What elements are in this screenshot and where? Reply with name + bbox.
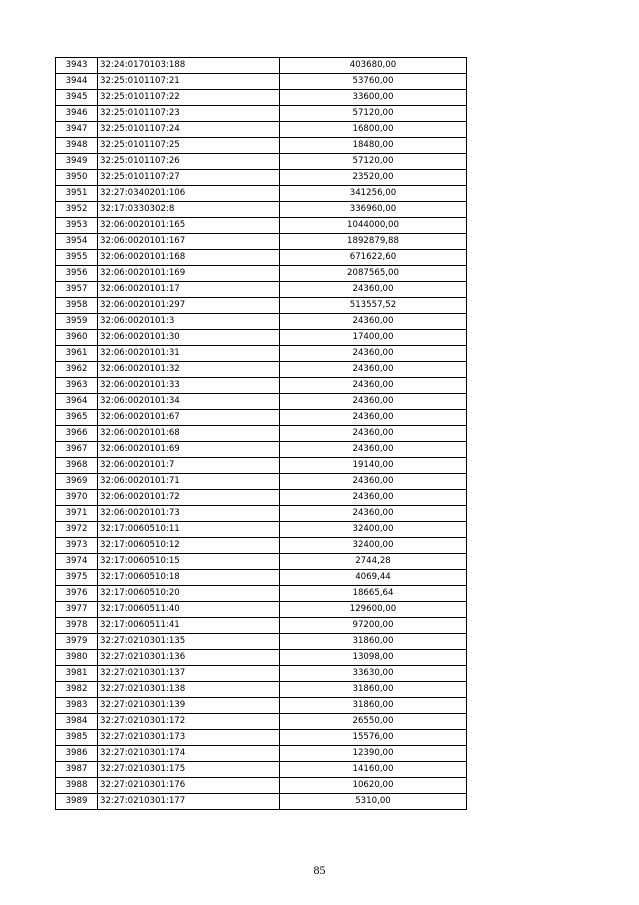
table-row <box>56 522 467 538</box>
table-row <box>56 506 467 522</box>
row-number-cell: 3961 <box>56 346 98 362</box>
table-row <box>56 138 467 154</box>
cadastral-value-cell: 31860,00 <box>280 698 467 714</box>
cadastral-value-cell: 19140,00 <box>280 458 467 474</box>
table-row <box>56 218 467 234</box>
row-number-cell: 3957 <box>56 282 98 298</box>
row-number-cell: 3962 <box>56 362 98 378</box>
cadastral-number-cell: 32:17:0060511:41 <box>98 618 280 634</box>
row-number-cell: 3970 <box>56 490 98 506</box>
table-row <box>56 778 467 794</box>
cadastral-value-cell: 24360,00 <box>280 474 467 490</box>
cadastral-value-cell: 15576,00 <box>280 730 467 746</box>
cadastral-number-cell: 32:17:0060511:40 <box>98 602 280 618</box>
cadastral-value-cell: 5310,00 <box>280 794 467 810</box>
cadastral-value-cell: 4069,44 <box>280 570 467 586</box>
table-row <box>56 682 467 698</box>
table-row <box>56 362 467 378</box>
cadastral-number-cell: 32:06:0020101:67 <box>98 410 280 426</box>
cadastral-value-cell: 24360,00 <box>280 362 467 378</box>
row-number-cell: 3969 <box>56 474 98 490</box>
cadastral-value-cell: 2087565,00 <box>280 266 467 282</box>
row-number-cell: 3979 <box>56 634 98 650</box>
cadastral-number-cell: 32:06:0020101:165 <box>98 218 280 234</box>
cadastral-number-cell: 32:27:0210301:173 <box>98 730 280 746</box>
table-row <box>56 346 467 362</box>
cadastral-value-cell: 32400,00 <box>280 538 467 554</box>
row-number-cell: 3960 <box>56 330 98 346</box>
cadastral-value-cell: 12390,00 <box>280 746 467 762</box>
cadastral-number-cell: 32:06:0020101:69 <box>98 442 280 458</box>
cadastral-value-cell: 57120,00 <box>280 106 467 122</box>
cadastral-number-cell: 32:06:0020101:72 <box>98 490 280 506</box>
row-number-cell: 3966 <box>56 426 98 442</box>
cadastral-number-cell: 32:25:0101107:24 <box>98 122 280 138</box>
table-row <box>56 394 467 410</box>
row-number-cell: 3976 <box>56 586 98 602</box>
cadastral-number-cell: 32:17:0060510:15 <box>98 554 280 570</box>
row-number-cell: 3950 <box>56 170 98 186</box>
table-row <box>56 90 467 106</box>
table-row <box>56 378 467 394</box>
cadastral-value-cell: 2744,28 <box>280 554 467 570</box>
cadastral-value-cell: 24360,00 <box>280 410 467 426</box>
cadastral-value-cell: 24360,00 <box>280 378 467 394</box>
cadastral-value-cell: 336960,00 <box>280 202 467 218</box>
cadastral-number-cell: 32:27:0210301:177 <box>98 794 280 810</box>
cadastral-number-cell: 32:06:0020101:3 <box>98 314 280 330</box>
cadastral-value-cell: 13098,00 <box>280 650 467 666</box>
table-row <box>56 330 467 346</box>
cadastral-value-cell: 1892879,88 <box>280 234 467 250</box>
cadastral-number-cell: 32:27:0210301:175 <box>98 762 280 778</box>
cadastral-value-cell: 26550,00 <box>280 714 467 730</box>
cadastral-value-table <box>55 57 467 810</box>
row-number-cell: 3944 <box>56 74 98 90</box>
table-row <box>56 170 467 186</box>
row-number-cell: 3956 <box>56 266 98 282</box>
cadastral-number-cell: 32:27:0210301:139 <box>98 698 280 714</box>
row-number-cell: 3959 <box>56 314 98 330</box>
table-row <box>56 586 467 602</box>
cadastral-number-cell: 32:06:0020101:7 <box>98 458 280 474</box>
cadastral-value-cell: 18665,64 <box>280 586 467 602</box>
row-number-cell: 3971 <box>56 506 98 522</box>
cadastral-value-cell: 513557,52 <box>280 298 467 314</box>
row-number-cell: 3978 <box>56 618 98 634</box>
cadastral-number-cell: 32:06:0020101:34 <box>98 394 280 410</box>
cadastral-number-cell: 32:06:0020101:17 <box>98 282 280 298</box>
row-number-cell: 3964 <box>56 394 98 410</box>
row-number-cell: 3949 <box>56 154 98 170</box>
cadastral-number-cell: 32:17:0330302:8 <box>98 202 280 218</box>
table-row <box>56 570 467 586</box>
cadastral-number-cell: 32:06:0020101:297 <box>98 298 280 314</box>
row-number-cell: 3953 <box>56 218 98 234</box>
table-row <box>56 186 467 202</box>
cadastral-number-cell: 32:25:0101107:23 <box>98 106 280 122</box>
table-row <box>56 298 467 314</box>
cadastral-value-cell: 24360,00 <box>280 506 467 522</box>
table-row <box>56 410 467 426</box>
row-number-cell: 3985 <box>56 730 98 746</box>
row-number-cell: 3967 <box>56 442 98 458</box>
cadastral-number-cell: 32:06:0020101:32 <box>98 362 280 378</box>
cadastral-value-cell: 24360,00 <box>280 426 467 442</box>
table-row <box>56 426 467 442</box>
table-row <box>56 666 467 682</box>
table-row <box>56 106 467 122</box>
row-number-cell: 3958 <box>56 298 98 314</box>
cadastral-number-cell: 32:17:0060510:11 <box>98 522 280 538</box>
table-row <box>56 474 467 490</box>
table-row <box>56 538 467 554</box>
cadastral-number-cell: 32:17:0060510:12 <box>98 538 280 554</box>
cadastral-value-cell: 1044000,00 <box>280 218 467 234</box>
row-number-cell: 3965 <box>56 410 98 426</box>
row-number-cell: 3983 <box>56 698 98 714</box>
row-number-cell: 3945 <box>56 90 98 106</box>
row-number-cell: 3981 <box>56 666 98 682</box>
table-row <box>56 74 467 90</box>
row-number-cell: 3988 <box>56 778 98 794</box>
cadastral-number-cell: 32:06:0020101:169 <box>98 266 280 282</box>
row-number-cell: 3943 <box>56 58 98 74</box>
row-number-cell: 3975 <box>56 570 98 586</box>
cadastral-number-cell: 32:06:0020101:73 <box>98 506 280 522</box>
cadastral-number-cell: 32:25:0101107:27 <box>98 170 280 186</box>
table-row <box>56 234 467 250</box>
row-number-cell: 3968 <box>56 458 98 474</box>
cadastral-value-cell: 24360,00 <box>280 314 467 330</box>
row-number-cell: 3955 <box>56 250 98 266</box>
cadastral-number-cell: 32:27:0210301:136 <box>98 650 280 666</box>
row-number-cell: 3972 <box>56 522 98 538</box>
cadastral-value-cell: 671622,60 <box>280 250 467 266</box>
row-number-cell: 3973 <box>56 538 98 554</box>
cadastral-value-cell: 24360,00 <box>280 346 467 362</box>
cadastral-value-cell: 31860,00 <box>280 634 467 650</box>
table-row <box>56 794 467 810</box>
table-row <box>56 746 467 762</box>
cadastral-number-cell: 32:27:0340201:106 <box>98 186 280 202</box>
table-row <box>56 602 467 618</box>
cadastral-value-cell: 341256,00 <box>280 186 467 202</box>
cadastral-number-cell: 32:17:0060510:18 <box>98 570 280 586</box>
cadastral-value-cell: 24360,00 <box>280 442 467 458</box>
table-row <box>56 122 467 138</box>
row-number-cell: 3963 <box>56 378 98 394</box>
table-row <box>56 490 467 506</box>
cadastral-value-cell: 24360,00 <box>280 282 467 298</box>
table-row <box>56 266 467 282</box>
table-row <box>56 458 467 474</box>
table-row <box>56 202 467 218</box>
cadastral-number-cell: 32:06:0020101:168 <box>98 250 280 266</box>
table-row <box>56 634 467 650</box>
cadastral-number-cell: 32:06:0020101:30 <box>98 330 280 346</box>
cadastral-value-cell: 18480,00 <box>280 138 467 154</box>
table-row <box>56 58 467 74</box>
table-row <box>56 282 467 298</box>
cadastral-value-cell: 16800,00 <box>280 122 467 138</box>
row-number-cell: 3951 <box>56 186 98 202</box>
cadastral-value-cell: 10620,00 <box>280 778 467 794</box>
table-row <box>56 154 467 170</box>
cadastral-value-cell: 17400,00 <box>280 330 467 346</box>
cadastral-value-cell: 24360,00 <box>280 394 467 410</box>
cadastral-value-cell: 53760,00 <box>280 74 467 90</box>
table-row <box>56 698 467 714</box>
cadastral-number-cell: 32:27:0210301:138 <box>98 682 280 698</box>
cadastral-number-cell: 32:25:0101107:25 <box>98 138 280 154</box>
cadastral-value-cell: 403680,00 <box>280 58 467 74</box>
cadastral-number-cell: 32:25:0101107:26 <box>98 154 280 170</box>
row-number-cell: 3980 <box>56 650 98 666</box>
cadastral-number-cell: 32:06:0020101:68 <box>98 426 280 442</box>
table-row <box>56 250 467 266</box>
table-row <box>56 762 467 778</box>
table-row <box>56 730 467 746</box>
cadastral-value-cell: 129600,00 <box>280 602 467 618</box>
cadastral-number-cell: 32:27:0210301:172 <box>98 714 280 730</box>
cadastral-value-cell: 31860,00 <box>280 682 467 698</box>
cadastral-number-cell: 32:25:0101107:21 <box>98 74 280 90</box>
table-row <box>56 554 467 570</box>
row-number-cell: 3977 <box>56 602 98 618</box>
table-row <box>56 442 467 458</box>
table-row <box>56 314 467 330</box>
row-number-cell: 3987 <box>56 762 98 778</box>
row-number-cell: 3982 <box>56 682 98 698</box>
cadastral-number-cell: 32:06:0020101:33 <box>98 378 280 394</box>
cadastral-number-cell: 32:25:0101107:22 <box>98 90 280 106</box>
cadastral-value-cell: 32400,00 <box>280 522 467 538</box>
cadastral-number-cell: 32:06:0020101:167 <box>98 234 280 250</box>
cadastral-number-cell: 32:06:0020101:71 <box>98 474 280 490</box>
cadastral-value-cell: 33630,00 <box>280 666 467 682</box>
cadastral-value-cell: 97200,00 <box>280 618 467 634</box>
cadastral-number-cell: 32:06:0020101:31 <box>98 346 280 362</box>
cadastral-value-cell: 23520,00 <box>280 170 467 186</box>
cadastral-value-cell: 24360,00 <box>280 490 467 506</box>
row-number-cell: 3989 <box>56 794 98 810</box>
row-number-cell: 3947 <box>56 122 98 138</box>
table-row <box>56 618 467 634</box>
cadastral-number-cell: 32:27:0210301:137 <box>98 666 280 682</box>
row-number-cell: 3946 <box>56 106 98 122</box>
cadastral-number-cell: 32:27:0210301:174 <box>98 746 280 762</box>
cadastral-value-cell: 57120,00 <box>280 154 467 170</box>
row-number-cell: 3974 <box>56 554 98 570</box>
row-number-cell: 3984 <box>56 714 98 730</box>
row-number-cell: 3952 <box>56 202 98 218</box>
table-body <box>56 58 467 810</box>
cadastral-value-cell: 14160,00 <box>280 762 467 778</box>
cadastral-number-cell: 32:17:0060510:20 <box>98 586 280 602</box>
row-number-cell: 3948 <box>56 138 98 154</box>
page-number: 85 <box>313 863 326 877</box>
table-row <box>56 714 467 730</box>
cadastral-number-cell: 32:24:0170103:188 <box>98 58 280 74</box>
cadastral-number-cell: 32:27:0210301:135 <box>98 634 280 650</box>
row-number-cell: 3986 <box>56 746 98 762</box>
row-number-cell: 3954 <box>56 234 98 250</box>
table-row <box>56 650 467 666</box>
cadastral-number-cell: 32:27:0210301:176 <box>98 778 280 794</box>
cadastral-value-cell: 33600,00 <box>280 90 467 106</box>
